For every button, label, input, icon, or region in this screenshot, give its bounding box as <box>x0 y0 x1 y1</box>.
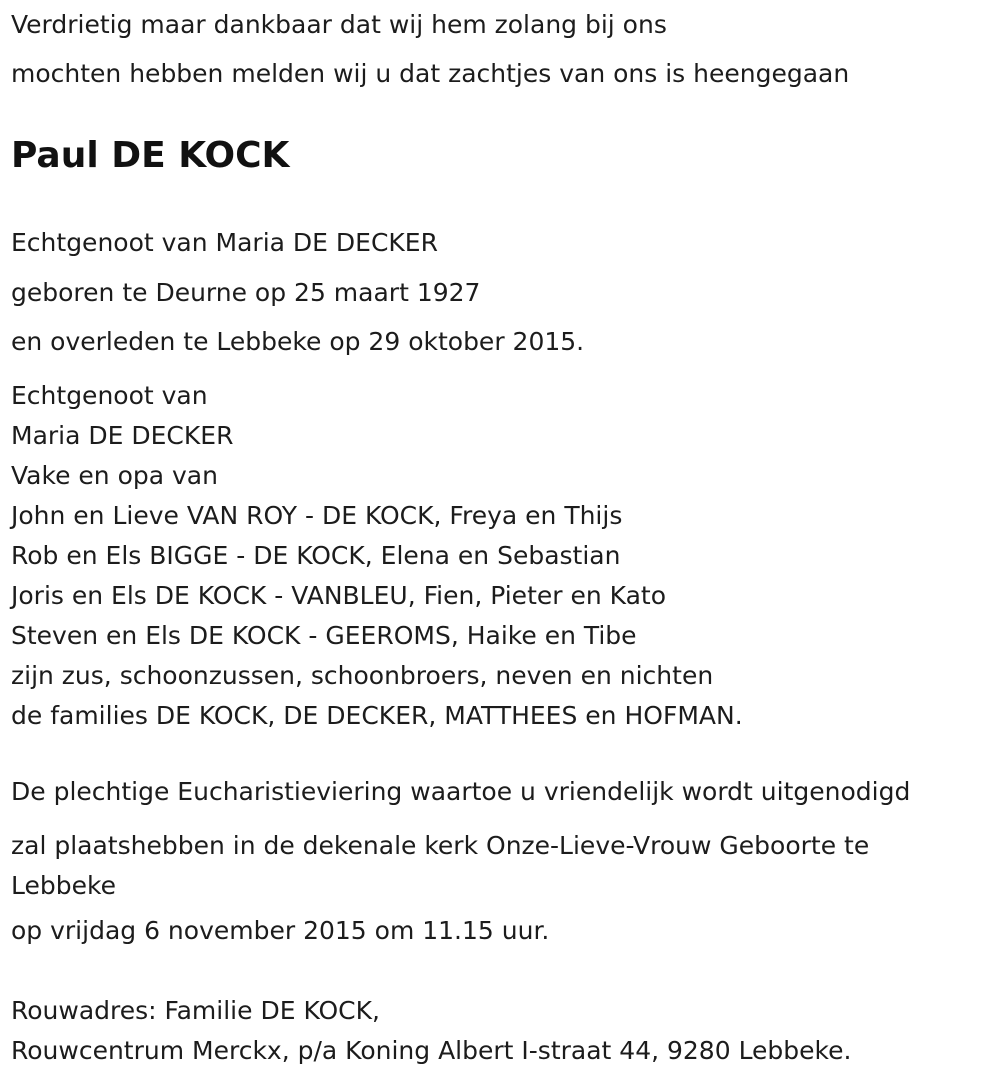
family-line: Steven en Els DE KOCK - GEEROMS, Haike en Tibe <box>11 621 637 650</box>
intro-line-1: Verdrietig maar dankbaar dat wij hem zolang bij ons <box>11 10 667 39</box>
detail-died: en overleden te Lebbeke op 29 oktober 2015. <box>11 327 585 356</box>
service-invitation: De plechtige Eucharistieviering waartoe u vriendelijk wordt uitgenodigd <box>11 777 911 806</box>
family-line: John en Lieve VAN ROY - DE KOCK, Freya en Thijs <box>11 501 623 530</box>
service-datetime: op vrijdag 6 november 2015 om 11.15 uur. <box>11 916 550 945</box>
detail-born: geboren te Deurne op 25 maart 1927 <box>11 278 481 307</box>
family-line: Vake en opa van <box>11 461 218 490</box>
family-line: de families DE KOCK, DE DECKER, MATTHEES en HOFMAN. <box>11 701 743 730</box>
address-line-2: Rouwcentrum Merckx, p/a Koning Albert I-straat 44, 9280 Lebbeke. <box>11 1036 852 1065</box>
family-list <box>11 376 743 736</box>
family-line: zijn zus, schoonzussen, schoonbroers, neven en nichten <box>11 661 714 690</box>
family-line: Joris en Els DE KOCK - VANBLEU, Fien, Pieter en Kato <box>11 581 667 610</box>
address-line-1: Rouwadres: Familie DE KOCK, <box>11 996 380 1025</box>
family-line: Echtgenoot van <box>11 381 208 410</box>
service-location: zal plaatshebben in de dekenale kerk Onze-Lieve-Vrouw Geboorte te Lebbeke <box>11 831 870 900</box>
family-line: Rob en Els BIGGE - DE KOCK, Elena en Sebastian <box>11 541 621 570</box>
intro-line-2: mochten hebben melden wij u dat zachtjes van ons is heengegaan <box>11 59 850 88</box>
deceased-name: Paul DE KOCK <box>11 135 290 176</box>
detail-spouse: Echtgenoot van Maria DE DECKER <box>11 228 438 257</box>
family-line: Maria DE DECKER <box>11 421 234 450</box>
